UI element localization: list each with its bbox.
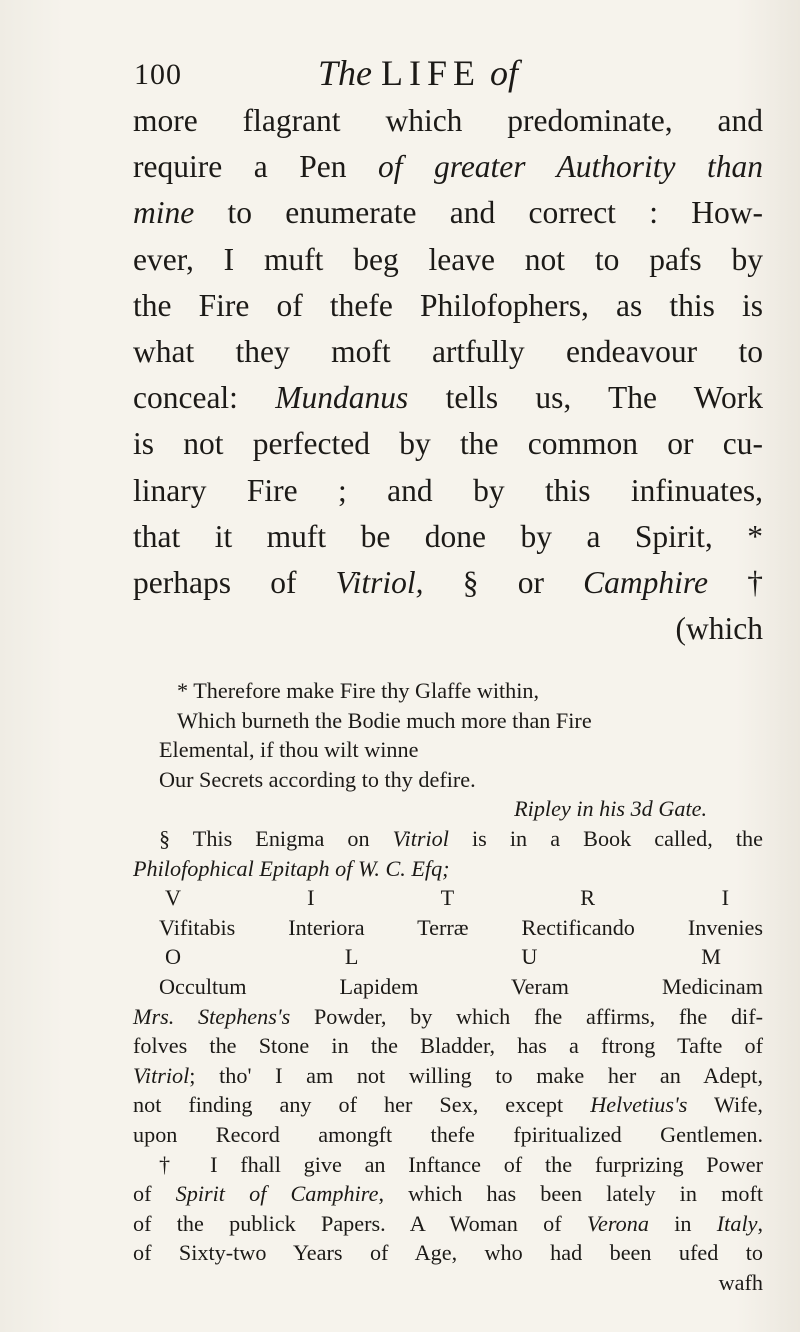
footnote-line [133,765,763,795]
text-line-segment: perhaps of [133,564,336,600]
text-line [133,144,763,190]
footnote-line [133,1150,763,1180]
text-line-segment: linary Fire ; and by this infinuates, [133,472,763,508]
running-head-the: The [318,53,372,93]
footnote-line-segment: I [597,885,732,911]
footnote-line-segment: , [757,1210,764,1236]
footnote-line [133,942,763,972]
text-line [133,190,763,236]
text-line [133,98,763,144]
footnote-line-segment: Spirit of Camphire [175,1181,379,1207]
text-line-segment: Mundanus [275,380,409,416]
footnote-line-segment: Helvetius's [590,1092,688,1118]
footnote-line [133,1002,763,1032]
footnote-line-segment: L [183,944,360,970]
footnote-line-segment: § This Enigma on [159,825,393,851]
footnote-line [133,735,763,765]
text-line-segment: the Fire of thefe Philofophers, as this is [133,287,763,323]
text-line [133,468,763,514]
footnote-line [133,972,763,1002]
footnote-line-segment: M [539,944,724,970]
text-line-segment: is not perfected by the common or cu- [133,426,763,462]
footnote-line-segment: Ripley in his 3d Gate. [514,796,707,822]
footnote-line-segment: Verona [586,1210,649,1236]
footnote-line-segment: is in a Book called, the [448,825,763,851]
text-line [133,606,763,652]
text-line-segment: ever, I muft beg leave not to pafs by [133,241,763,277]
footnote-line [133,883,763,913]
running-head-life: LIFE [381,53,481,93]
text-line-segment: of greater Authority than [377,149,763,185]
footnote-line-segment: , which has been lately in moft [378,1181,763,1207]
text-line [133,237,763,283]
footnote-line-segment: U [359,944,540,970]
footnote-line [133,913,763,943]
footnote-line-segment: Vifitabis Interiora Terræ Rectificando Invenies [159,914,763,940]
text-line-segment: Camphire [583,564,709,600]
text-line [133,514,763,560]
footnote-line [133,824,763,854]
text-line-segment: require a Pen [133,149,378,185]
footnote-line-segment: * Therefore make Fire thy Glaffe within, [177,678,540,703]
footnote-line [133,1061,763,1091]
footnote-line-segment: V [165,885,183,911]
footnote-line-segment: O [165,944,184,970]
footnote-line [133,1031,763,1061]
footnote-line-segment: I [182,885,317,911]
text-line-segment: that it muft be done by a Spirit, * [133,518,763,554]
footnote-line-segment: Vitriol [392,825,449,851]
page-number: 100 [134,58,182,91]
running-head-of: of [490,53,519,93]
footnote-line-segment: of the publick Papers. A Woman of [133,1210,587,1236]
footnote-line-segment: Powder, by which fhe affirms, fhe dif- [290,1003,763,1029]
running-head [318,52,518,94]
footnotes [133,676,763,1297]
text-line-segment: what they moft artfully endeavour to [133,333,763,369]
footnote-line [133,1120,763,1150]
text-line [133,421,763,467]
text-line-segment: (which [675,611,763,647]
footnote-line-segment: in [648,1210,717,1236]
footnote-line [133,1238,763,1268]
text-line-segment: mine [133,195,195,231]
footnote-line-segment: upon Record amongft thefe fpiritualized Gentlemen. [133,1121,763,1147]
footnote-line-segment: Philofophical Epitaph of W. C. Efq; [133,855,450,881]
footnote-line-segment: not finding any of her Sex, except [133,1092,591,1118]
footnote-line [133,1268,763,1298]
footnote-line-segment: R [455,885,598,911]
text-line-segment: tells us, The Work [408,380,763,416]
footnote-line-segment: Vitriol [133,1062,190,1088]
footnote-line [133,706,763,736]
footnote-line-segment: of Sixty-two Years of Age, who had been ufed to [133,1240,763,1266]
footnote-line [133,854,763,884]
footnote-line-segment: Which burneth the Bodie much more than Fire [177,707,592,733]
footnote-line [133,1209,763,1239]
text-line-segment: to enumerate and correct : How- [194,195,763,231]
footnote-line-segment: ; tho' I am not willing to make her an Adept, [189,1062,763,1088]
page-header [110,48,750,98]
footnote-line-segment: Italy [716,1210,758,1236]
footnote-line [133,676,763,706]
text-line-segment: conceal: [133,380,276,416]
footnote-line-segment: Mrs. Stephens's [133,1003,291,1029]
text-line-segment: § or [423,564,584,600]
text-line-segment: Vitriol, [335,564,424,600]
footnote-line [133,1179,763,1209]
footnote-line-segment: wafh [718,1269,763,1295]
main-text [133,98,763,652]
footnote-line-segment: Wife, [687,1092,763,1118]
footnote-line-segment: Occultum Lapidem Veram Medicinam [159,973,763,999]
footnote-line-segment: of [133,1181,176,1207]
text-line [133,283,763,329]
text-line [133,329,763,375]
footnote-line-segment: Our Secrets according to thy defire. [159,766,476,792]
footnote-line-segment: T [316,885,456,911]
footnote-line-segment: Elemental, if thou wilt winne [159,737,419,763]
text-line [133,375,763,421]
footnote-line [133,794,763,824]
footnote-line [133,1090,763,1120]
footnote-line-segment: folves the Stone in the Bladder, has a ftrong Tafte of [133,1033,763,1059]
text-line-segment: † [708,564,763,600]
footnote-line-segment: † I fhall give an Inftance of the furprizing Power [159,1151,763,1177]
text-line-segment: more flagrant which predominate, and [133,103,763,138]
text-line [133,560,763,606]
